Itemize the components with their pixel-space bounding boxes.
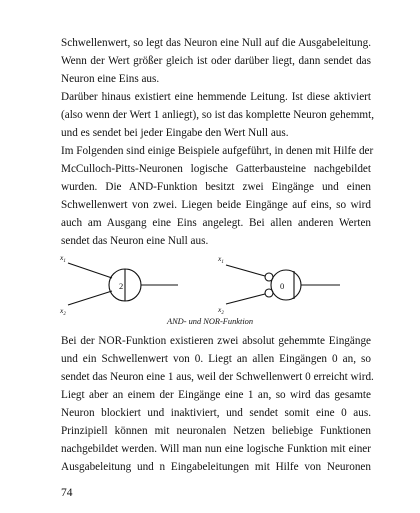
text-line: nachgebildet werden. Will man nun eine logische Funktion mit einer xyxy=(61,443,371,455)
text-line: Bei der NOR-Funktion existieren zwei absolut gehemmte Eingänge xyxy=(61,335,371,347)
and-input-line-2 xyxy=(68,291,112,305)
text-line: sendet das Neuron eine Null aus. xyxy=(61,235,209,247)
text-line: Neuron eine Eins aus. xyxy=(61,73,160,85)
text-line: und ein Schwellenwert von 0. Liegt an allen Eingängen 0 an, so xyxy=(61,353,371,365)
and-input-line-1 xyxy=(68,263,112,278)
figure-caption: AND- und NOR-Funktion xyxy=(166,317,254,326)
text-line: Prinzipiell können mit neuronalen Netzen beliebige Funktionen xyxy=(61,425,371,437)
text-line: Im Folgenden sind einige Beispiele aufgeführt, in denen mit Hilfe der xyxy=(61,145,374,157)
text-line: Ausgabeleitung und n Eingabeleitungen mit Hilfe von Neuronen xyxy=(61,461,371,473)
and-threshold-label: 2 xyxy=(119,281,124,291)
text-line: (also wenn der Wert 1 anliegt), so ist das komplette Neuron gehemmt, xyxy=(61,109,374,121)
nor-threshold-label: 0 xyxy=(280,281,285,291)
text-line: wurden. Die AND-Funktion besitzt zwei Eingänge und einen xyxy=(61,181,371,193)
text-line: sendet das Neuron eine 1 aus, weil der Schwellenwert 0 erreicht wird. xyxy=(61,371,374,383)
and-input-label-1: $x_1$ xyxy=(60,253,66,264)
bottom-paragraph xyxy=(61,332,374,476)
text-line: Schwellenwert, so legt das Neuron eine Null auf die Ausgabeleitung. xyxy=(61,37,371,49)
nor-input-label-2: $x_2$ xyxy=(218,305,224,316)
nor-input-line-1 xyxy=(226,265,265,276)
text-line: McCulloch-Pitts-Neuronen logische Gatterbausteine nachgebildet xyxy=(61,163,371,175)
text-line: und es sendet bei jeder Eingabe den Wert Null aus. xyxy=(61,127,289,139)
nor-input-label-1: $x_1$ xyxy=(218,254,224,265)
text-line: Wenn der Wert größer gleich ist oder darüber liegt, dann sendet das xyxy=(61,55,371,67)
text-line: Darüber hinaus existiert eine hemmende Leitung. Ist diese aktiviert xyxy=(61,91,371,103)
text-line: auch am Ausgang eine Eins angelegt. Bei allen anderen Werten xyxy=(61,217,371,229)
and-input-label-2: $x_2$ xyxy=(60,306,66,317)
nor-input-line-2 xyxy=(226,294,265,304)
page-number: 74 xyxy=(61,487,73,499)
text-line: Liegt aber an einem der Eingänge eine 1 an, so wird das gesamte xyxy=(61,389,371,401)
text-line: Schwellenwert von zwei. Liegen beide Eingänge auf eins, so wird xyxy=(61,199,371,211)
nor-neuron-circle xyxy=(271,270,301,300)
text-line: Neuron blockiert und inaktiviert, und sendet somit eine 0 aus. xyxy=(61,407,371,419)
